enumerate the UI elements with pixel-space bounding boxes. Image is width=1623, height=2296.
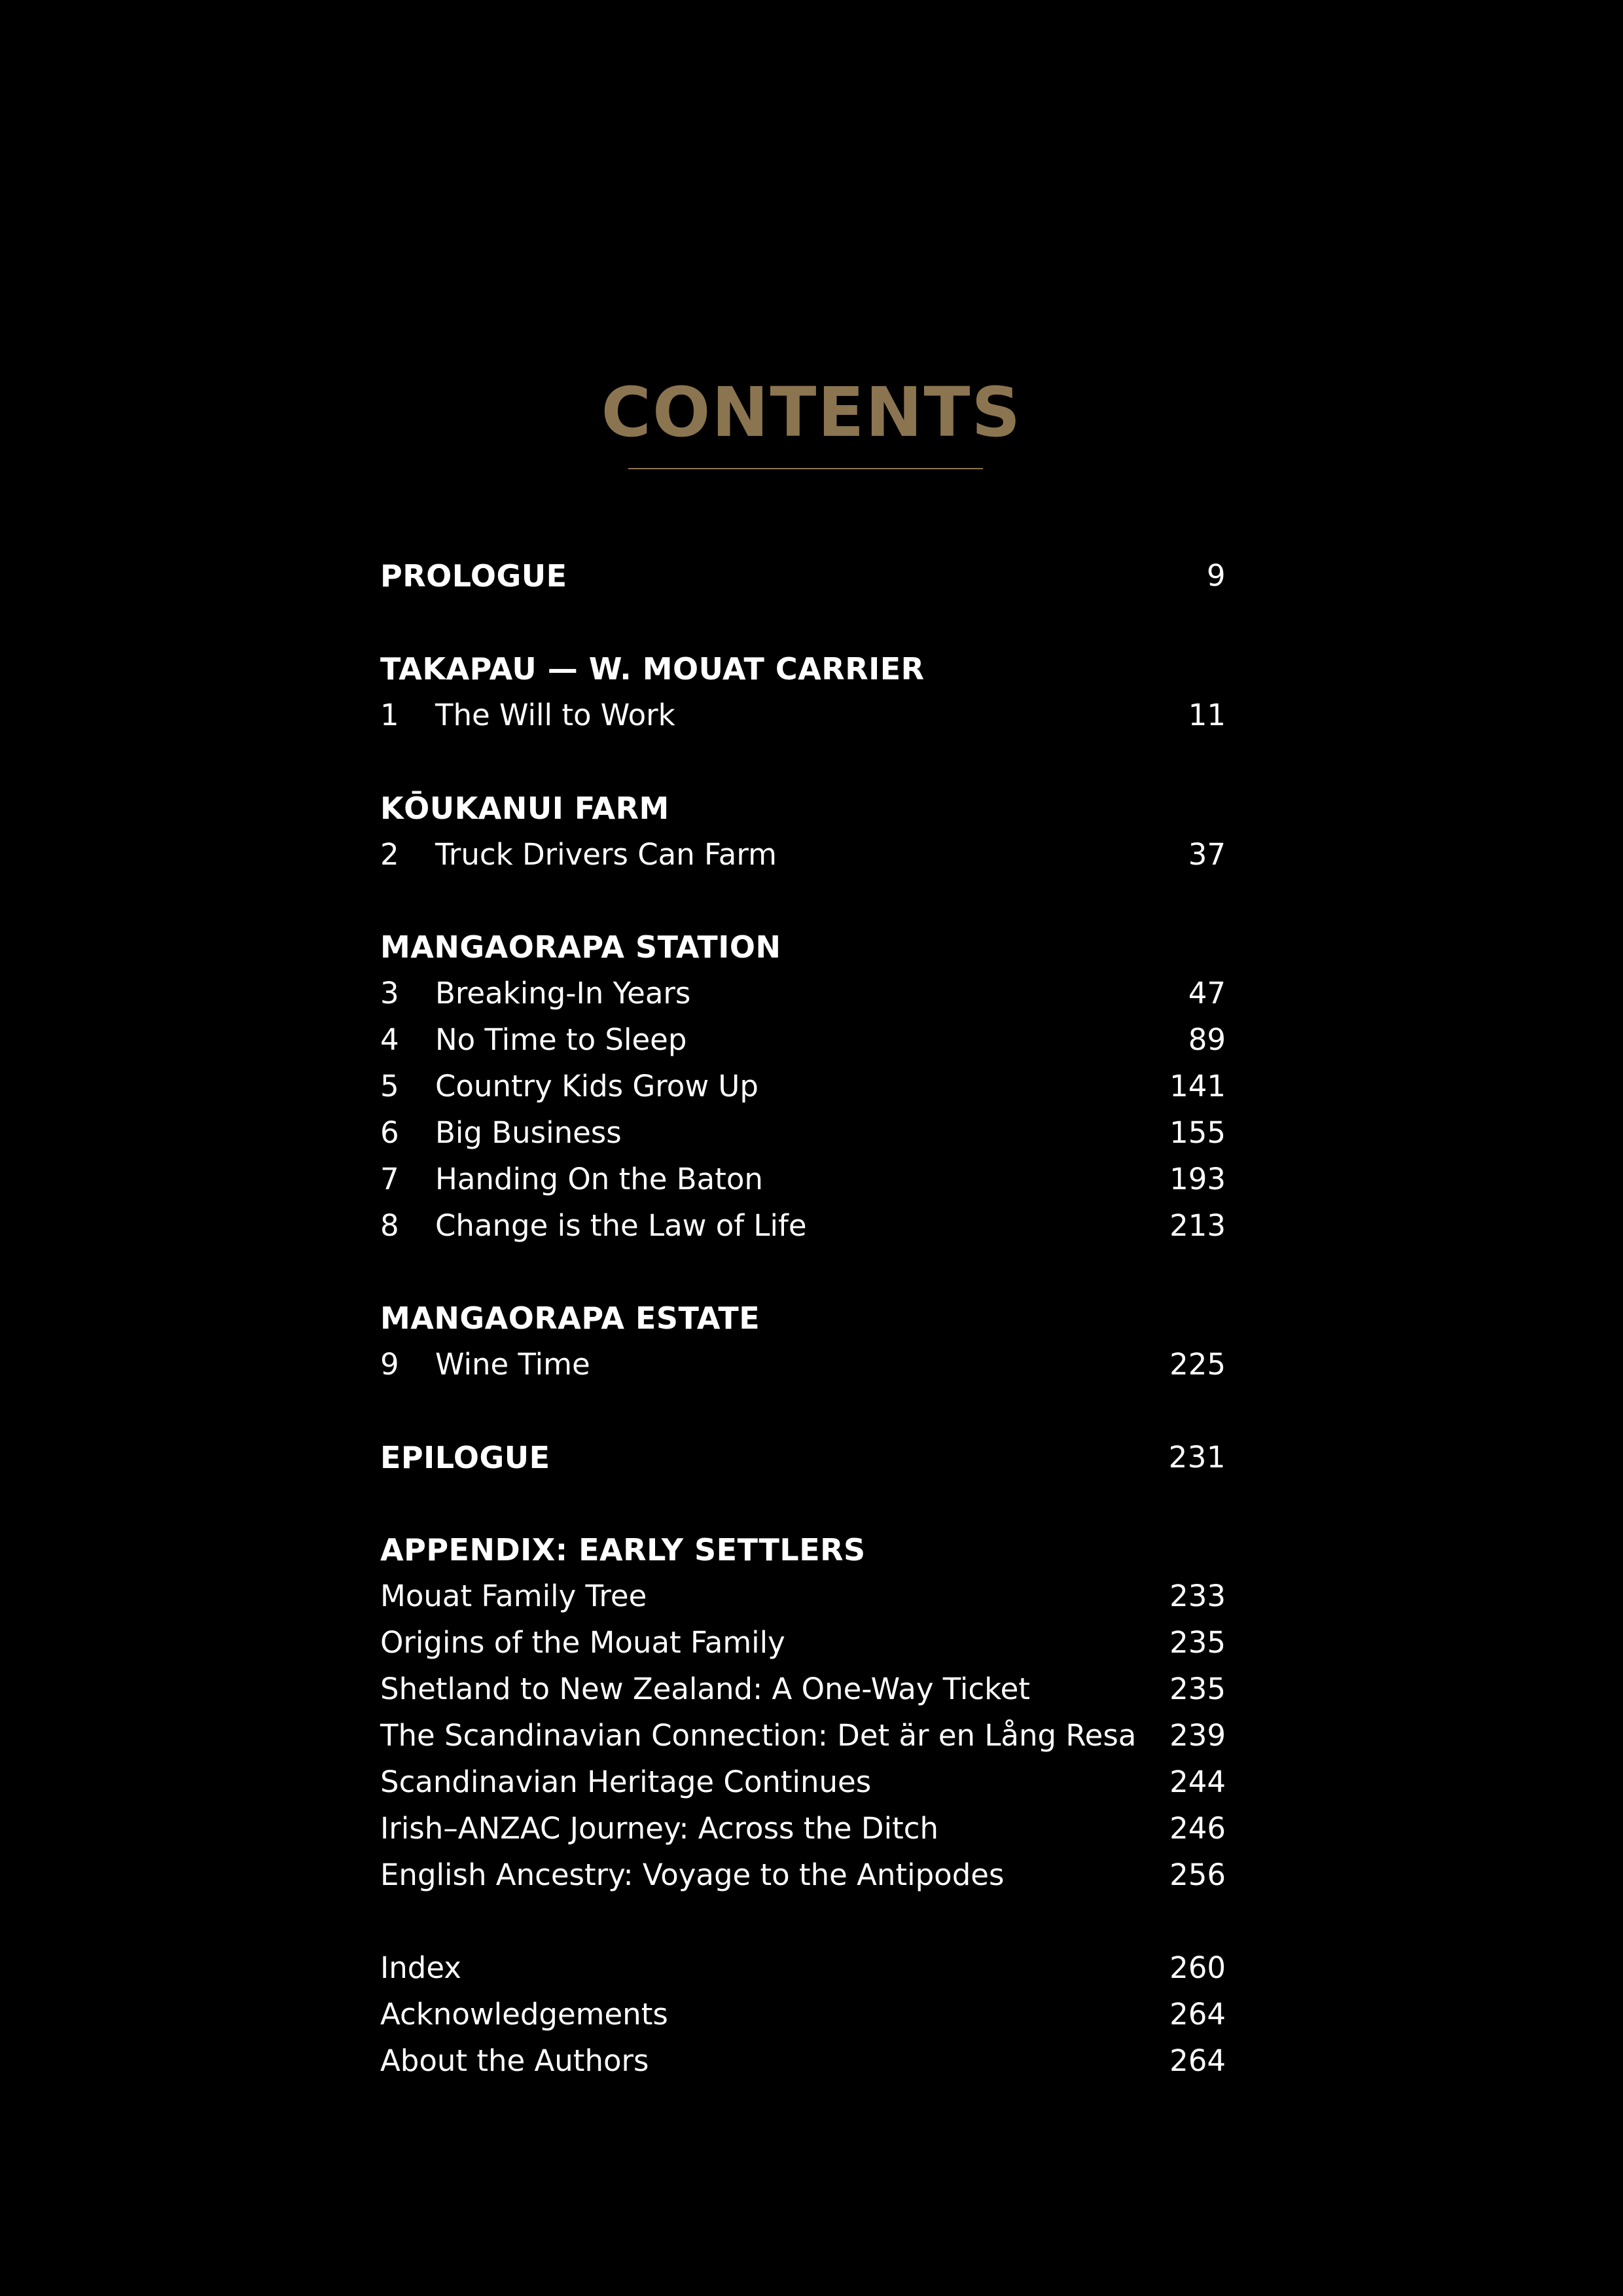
chapter-title: Breaking-In Years <box>435 976 691 1011</box>
entry-title: Origins of the Mouat Family <box>380 1625 785 1660</box>
chapter-number: 3 <box>380 976 399 1011</box>
contents-title: CONTENTS <box>601 372 1022 452</box>
page-number: 260 <box>1169 1950 1226 1985</box>
entry-title: The Scandinavian Connection: Det är en Lång Resa <box>380 1718 1137 1753</box>
page-number: 193 <box>1169 1162 1226 1196</box>
page-number: 155 <box>1169 1115 1226 1150</box>
page-number: 231 <box>1168 1440 1226 1475</box>
section-heading-appendix: APPENDIX: EARLY SETTLERS <box>380 1532 866 1568</box>
page-number: 239 <box>1169 1718 1226 1753</box>
entry-title: Mouat Family Tree <box>380 1579 647 1613</box>
toc-entry-appendix-item[interactable] <box>380 1666 1226 1713</box>
entry-title: PROLOGUE <box>380 558 567 594</box>
toc-entry-chapter-1[interactable] <box>380 692 1226 739</box>
chapter-number: 5 <box>380 1069 399 1103</box>
toc-entry-chapter-2[interactable] <box>380 831 1226 878</box>
section-heading-estate: MANGAORAPA ESTATE <box>380 1300 760 1336</box>
page-number: 37 <box>1188 837 1226 872</box>
chapter-number: 7 <box>380 1162 399 1196</box>
chapter-number: 8 <box>380 1208 399 1243</box>
entry-title: Shetland to New Zealand: A One-Way Ticket <box>380 1672 1030 1706</box>
chapter-title: Handing On the Baton <box>435 1162 763 1196</box>
page-number: 256 <box>1169 1857 1226 1892</box>
chapter-number: 9 <box>380 1347 399 1382</box>
toc-entry-appendix-item[interactable] <box>380 1805 1226 1852</box>
toc-entry-appendix-item[interactable] <box>380 1573 1226 1620</box>
entry-title: Scandinavian Heritage Continues <box>380 1765 872 1799</box>
chapter-number: 1 <box>380 698 399 732</box>
page-number: 235 <box>1169 1625 1226 1660</box>
page-number: 89 <box>1188 1022 1226 1057</box>
section-heading-koukanui: KŌUKANUI FARM <box>380 791 669 826</box>
page-number: 11 <box>1188 698 1226 732</box>
entry-title: About the Authors <box>380 2043 649 2078</box>
page-number: 141 <box>1169 1069 1226 1103</box>
toc-entry-epilogue[interactable] <box>380 1434 1226 1481</box>
chapter-title: Change is the Law of Life <box>435 1208 807 1243</box>
toc-entry-appendix-item[interactable] <box>380 1712 1226 1759</box>
chapter-number: 6 <box>380 1115 399 1150</box>
toc-entry-chapter-3[interactable] <box>380 970 1226 1017</box>
chapter-title: No Time to Sleep <box>435 1022 687 1057</box>
toc-entry-acknowledgements[interactable] <box>380 1991 1226 2038</box>
toc-entry-index[interactable] <box>380 1945 1226 1992</box>
section-heading-station: MANGAORAPA STATION <box>380 929 781 965</box>
title-underline <box>628 468 983 469</box>
toc-entry-appendix-item[interactable] <box>380 1852 1226 1899</box>
page-number: 264 <box>1169 2043 1226 2078</box>
chapter-number: 2 <box>380 837 399 872</box>
toc-entry-chapter-7[interactable] <box>380 1156 1226 1203</box>
toc-entry-about-authors[interactable] <box>380 2037 1226 2085</box>
entry-title: Acknowledgements <box>380 1997 668 2032</box>
toc-entry-chapter-6[interactable] <box>380 1109 1226 1157</box>
toc-entry-chapter-8[interactable] <box>380 1202 1226 1249</box>
toc-entry-chapter-5[interactable] <box>380 1063 1226 1110</box>
section-heading-takapau: TAKAPAU — W. MOUAT CARRIER <box>380 651 925 687</box>
chapter-number: 4 <box>380 1022 399 1057</box>
toc-entry-appendix-item[interactable] <box>380 1759 1226 1806</box>
chapter-title: Country Kids Grow Up <box>435 1069 758 1103</box>
page-number: 244 <box>1169 1765 1226 1799</box>
page-number: 47 <box>1188 976 1226 1011</box>
toc-entry-appendix-item[interactable] <box>380 1619 1226 1666</box>
chapter-title: Big Business <box>435 1115 622 1150</box>
entry-title: Index <box>380 1950 461 1985</box>
chapter-title: Truck Drivers Can Farm <box>435 837 777 872</box>
entry-title: English Ancestry: Voyage to the Antipodes <box>380 1857 1005 1892</box>
page-number: 225 <box>1169 1347 1226 1382</box>
toc-entry-prologue[interactable] <box>380 552 1226 600</box>
toc-entry-chapter-9[interactable] <box>380 1341 1226 1388</box>
toc-entry-chapter-4[interactable] <box>380 1016 1226 1064</box>
chapter-title: The Will to Work <box>435 698 675 732</box>
chapter-title: Wine Time <box>435 1347 590 1382</box>
page-number: 233 <box>1169 1579 1226 1613</box>
page-number: 9 <box>1206 558 1226 593</box>
page-number: 235 <box>1169 1672 1226 1706</box>
page-number: 246 <box>1169 1811 1226 1846</box>
page-number: 264 <box>1169 1997 1226 2032</box>
entry-title: Irish–ANZAC Journey: Across the Ditch <box>380 1811 938 1846</box>
entry-title: EPILOGUE <box>380 1440 550 1475</box>
page-number: 213 <box>1169 1208 1226 1243</box>
